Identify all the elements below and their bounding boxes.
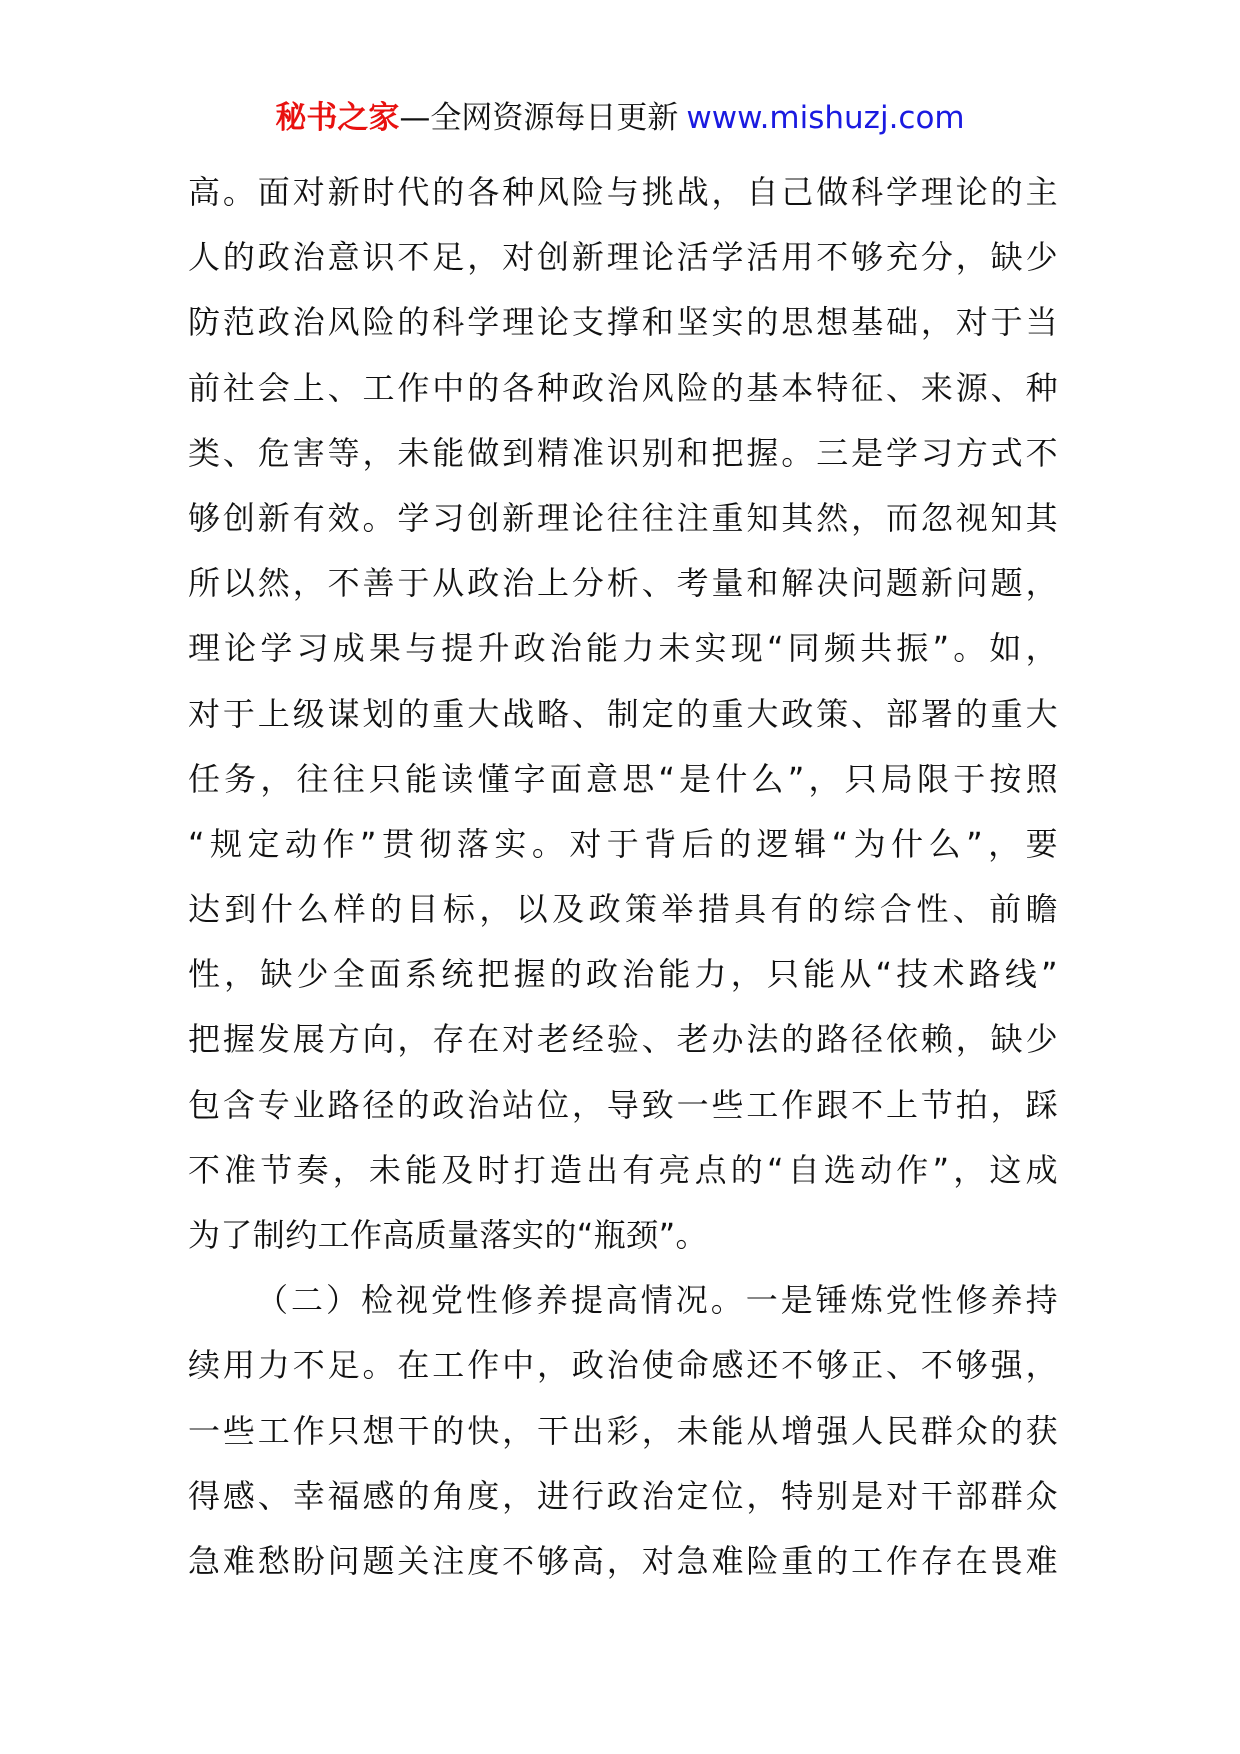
text-line: 所以然，不善于从政治上分析、考量和解决问题新问题， (188, 564, 1058, 603)
site-watermark-header (0, 98, 1240, 138)
document-body (188, 160, 1058, 1594)
text-line: 任务，往往只能读懂字面意思“是什么”，只局限于按照 (188, 759, 1058, 798)
text-line: 类、危害等，未能做到精准识别和把握。三是学习方式不 (188, 433, 1058, 472)
paragraph-last-line: 为了制约工作高质量落实的“瓶颈”。 (188, 1216, 708, 1254)
section-heading-line: （二）检视党性修养提高情况。一是锤炼党性修养持 (256, 1281, 1058, 1320)
text-line: 高。面对新时代的各种风险与挑战，自己做科学理论的主 (188, 173, 1058, 211)
site-url: www.mishuzj.com (686, 100, 965, 136)
brand-name: 秘书之家 (275, 100, 400, 136)
text-line: 不准节奏，未能及时打造出有亮点的“自选动作”，这成 (188, 1150, 1058, 1189)
text-line: 理论学习成果与提升政治能力未实现“同频共振”。如， (188, 629, 1058, 668)
text-line: 包含专业路径的政治站位，导致一些工作跟不上节拍，踩 (188, 1085, 1058, 1124)
text-line: 对于上级谋划的重大战略、制定的重大政策、部署的重大 (188, 694, 1058, 733)
text-line: 续用力不足。在工作中，政治使命感还不够正、不够强， (188, 1346, 1058, 1385)
text-line: “规定动作”贯彻落实。对于背后的逻辑“为什么”，要 (188, 824, 1058, 863)
header-tagline: —全网资源每日更新 (399, 100, 679, 136)
text-line: 性，缺少全面系统把握的政治能力，只能从“技术路线” (188, 955, 1058, 994)
text-line: 急难愁盼问题关注度不够高，对急难险重的工作存在畏难 (188, 1541, 1058, 1580)
text-line: 得感、幸福感的角度，进行政治定位，特别是对干部群众 (188, 1476, 1058, 1515)
text-line: 够创新有效。学习创新理论往往注重知其然，而忽视知其 (188, 498, 1058, 537)
text-line: 达到什么样的目标，以及政策举措具有的综合性、前瞻 (188, 890, 1058, 929)
text-line: 把握发展方向，存在对老经验、老办法的路径依赖，缺少 (188, 1020, 1058, 1059)
text-line: 前社会上、工作中的各种政治风险的基本特征、来源、种 (188, 368, 1058, 407)
text-line: 人的政治意识不足，对创新理论活学活用不够充分，缺少 (188, 238, 1058, 277)
text-line: 一些工作只想干的快，干出彩，未能从增强人民群众的获 (188, 1411, 1058, 1450)
text-line: 防范政治风险的科学理论支撑和坚实的思想基础，对于当 (188, 303, 1058, 342)
